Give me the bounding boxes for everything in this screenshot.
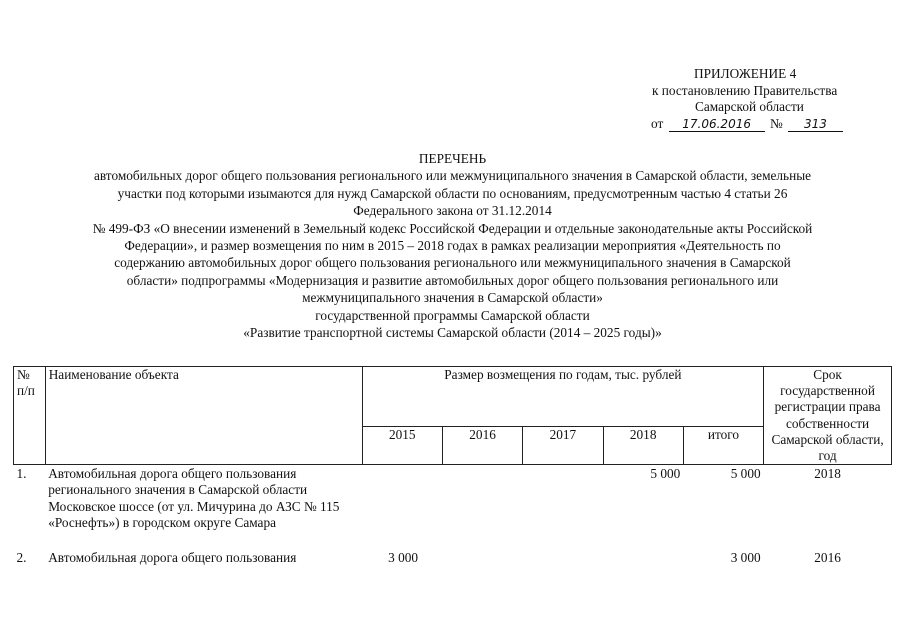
appendix-region-line: Самарской области	[695, 99, 804, 115]
appendix-block	[640, 66, 890, 132]
header-year-2017: 2017	[523, 427, 603, 465]
heading-line: автомобильных дорог общего пользования регионального или межмуниципального значения в Самарской области, земельные	[93, 168, 812, 184]
heading-line: «Развитие транспортной системы Самарской области (2014 – 2025 годы)»	[243, 325, 662, 341]
row-num: 2.	[16, 550, 27, 566]
heading-line: области» подпрограммы «Модернизация и развитие автомобильных дорог общего пользования регионального или	[126, 272, 779, 288]
handwritten-number: 313	[788, 117, 843, 132]
roads-table	[13, 366, 892, 566]
header-year-2018: 2018	[603, 427, 683, 465]
row-object-name: Автомобильная дорога общего пользования	[48, 550, 297, 566]
row-value-2016	[442, 465, 522, 550]
row-value-2018	[603, 549, 683, 566]
row-value-2015	[362, 465, 442, 550]
header-compensation: Размер возмещения по годам, тыс. рублей	[362, 367, 763, 427]
row-registration-year: 2016	[814, 550, 841, 566]
heading-line: государственной программы Самарской области	[315, 307, 590, 323]
number-prefix: №	[769, 115, 783, 131]
table-row	[14, 549, 892, 566]
row-value-total: 5 000	[730, 466, 761, 482]
heading-line: межмуниципального значения в Самарской области»	[302, 290, 603, 306]
header-year-2015: 2015	[362, 427, 442, 465]
row-value-2015: 3 000	[388, 550, 419, 566]
row-registration-year: 2018	[814, 466, 841, 482]
appendix-title: ПРИЛОЖЕНИЕ 4	[694, 66, 797, 81]
row-value-2017	[523, 549, 603, 566]
row-value-2018: 5 000	[650, 466, 681, 482]
document-heading	[10, 150, 895, 341]
row-value-2017	[523, 465, 603, 550]
row-value-total: 3 000	[730, 550, 761, 566]
row-value-2016	[442, 549, 522, 566]
heading-title: ПЕРЕЧЕНЬ	[418, 151, 487, 166]
row-object-name: Автомобильная дорога общего пользования регионального значения в Самарской области Московское шоссе (от ул. Мичурина до АЗС № 115 «Роснефть») в городском округе Самара	[48, 466, 340, 530]
heading-line: № 499-ФЗ «О внесении изменений в Земельный кодекс Российской Федерации и отдельные законодательные акты Российской	[92, 220, 813, 236]
header-year-2016: 2016	[442, 427, 522, 465]
appendix-decree-line: к постановлению Правительства	[652, 82, 838, 98]
header-total: итого	[683, 427, 763, 465]
heading-line: содержанию автомобильных дорог общего пользования регионального или межмуниципального значения в Самарской	[114, 255, 791, 271]
heading-line: Федерации», и размер возмещения по ним в 2015 – 2018 годах в рамках реализации мероприятия «Деятельность по	[124, 238, 781, 254]
table-row	[14, 465, 892, 550]
header-name: Наименование объекта	[45, 367, 362, 465]
appendix-date-line	[640, 116, 890, 133]
header-registration-term: Срок государственной регистрации права собственности Самарской области, год	[764, 367, 892, 465]
header-num: № п/п	[14, 367, 46, 465]
heading-line: участки под которыми изымаются для нужд Самарской области по основаниям, предусмотренным частью 4 статьи 26	[117, 185, 788, 201]
handwritten-date: 17.06.2016	[669, 117, 765, 132]
date-prefix: от	[651, 115, 664, 131]
row-num: 1.	[16, 466, 27, 482]
heading-line: Федерального закона от 31.12.2014	[353, 203, 552, 219]
